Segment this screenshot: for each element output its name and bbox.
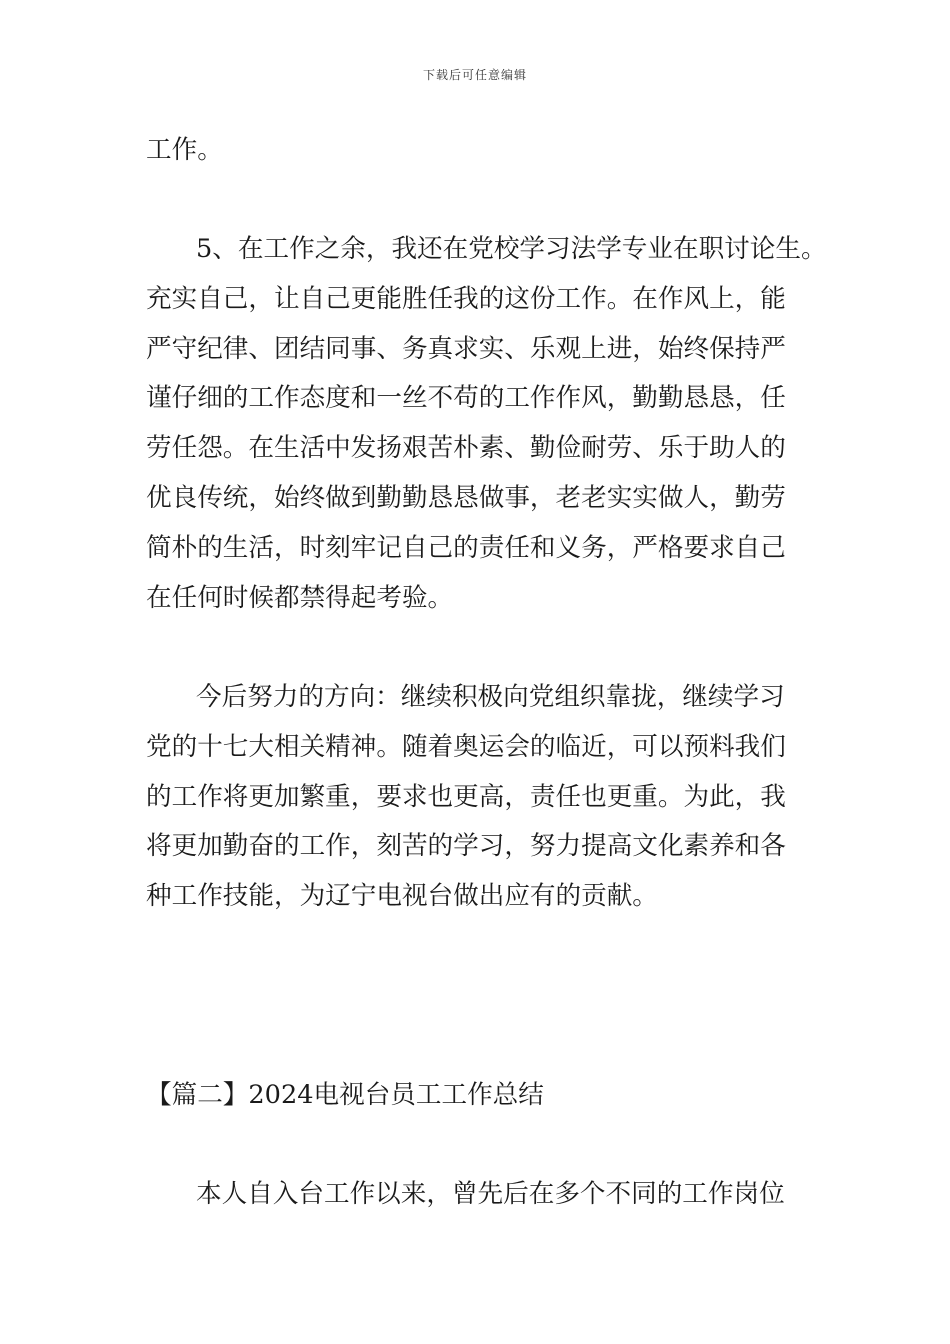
text-line: 劳任怨。在生活中发扬艰苦朴素、勤俭耐劳、乐于助人的 (146, 433, 786, 463)
text-line: 谨仔细的工作态度和一丝不苟的工作作风，勤勤恳恳，任 (146, 383, 786, 413)
text-line: 充实自己，让自己更能胜任我的这份工作。在作风上，能 (146, 284, 786, 314)
text-line: 优良传统，始终做到勤勤恳恳做事，老老实实做人，勤劳 (146, 483, 786, 513)
text-line: 本人自入台工作以来，曾先后在多个不同的工作岗位 (196, 1179, 785, 1209)
text-line: 将更加勤奋的工作，刻苦的学习，努力提高文化素养和各 (146, 831, 786, 861)
text-line: 严守纪律、团结同事、务真求实、乐观上进，始终保持严 (146, 334, 786, 364)
text-line: 的工作将更加繁重，要求也更高，责任也更重。为此，我 (146, 782, 786, 812)
text-line: 种工作技能，为辽宁电视台做出应有的贡献。 (146, 881, 658, 911)
text-line: 今后努力的方向：继续积极向党组织靠拢，继续学习 (196, 682, 785, 712)
text-line: 工作。 (146, 135, 223, 165)
text-line: 5、在工作之余，我还在党校学习法学专业在职讨论生。 (196, 234, 827, 264)
page-header: 下载后可任意编辑 (422, 68, 527, 82)
text-line: 简朴的生活，时刻牢记自己的责任和义务，严格要求自己 (146, 533, 786, 563)
text-line: 在任何时候都禁得起考验。 (146, 583, 454, 613)
text-line: 党的十七大相关精神。随着奥运会的临近，可以预料我们 (146, 732, 786, 762)
section-heading: 【篇二】2024电视台员工工作总结 (146, 1080, 544, 1110)
